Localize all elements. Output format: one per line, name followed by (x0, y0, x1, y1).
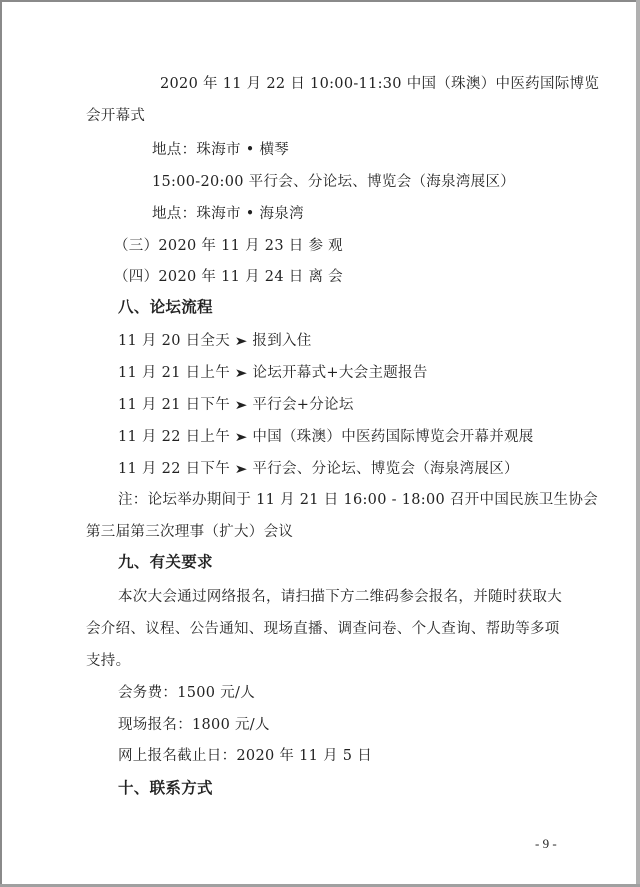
registration-deadline: 网上报名截止日：2020 年 11 月 5 日 (118, 748, 373, 764)
flow-item (118, 363, 428, 383)
requirements-line-3: 支持。 (86, 653, 131, 669)
section-8-heading: 八、论坛流程 (118, 298, 213, 316)
flow-time: 11 月 22 日上午 (118, 429, 231, 445)
schedule-item-4: （四）2020 年 11 月 24 日 离 会 (114, 269, 343, 285)
flow-event: 平行会、分论坛、博览会（海泉湾展区） (252, 461, 519, 477)
schedule-item-3: （三）2020 年 11 月 23 日 参 观 (114, 238, 343, 254)
note-line-2: 第三届第三次理事（扩大）会议 (86, 524, 294, 540)
arrow-icon: ➤ (234, 462, 248, 476)
flow-event: 平行会+分论坛 (252, 397, 354, 413)
afternoon-schedule: 15:00-20:00 平行会、分论坛、博览会（海泉湾展区） (152, 174, 516, 190)
opening-line-2: 会开幕式 (86, 108, 146, 124)
location-hengqin: 地点：珠海市 • 横琴 (152, 142, 290, 158)
section-9-heading: 九、有关要求 (118, 553, 213, 571)
arrow-icon: ➤ (234, 430, 248, 444)
arrow-icon: ➤ (234, 398, 248, 412)
flow-item (118, 395, 354, 415)
arrow-icon: ➤ (234, 366, 248, 380)
arrow-icon: ➤ (234, 334, 248, 348)
onsite-registration-fee: 现场报名：1800 元/人 (118, 717, 270, 733)
page-border-left (0, 0, 2, 887)
flow-item (118, 331, 312, 351)
section-10-heading: 十、联系方式 (118, 779, 213, 797)
page-border-right (636, 0, 640, 887)
flow-time: 11 月 21 日上午 (118, 365, 231, 381)
requirements-line-1: 本次大会通过网络报名，请扫描下方二维码参会报名，并随时获取大 (118, 589, 562, 605)
flow-time: 11 月 22 日下午 (118, 461, 231, 477)
flow-item (118, 459, 519, 479)
requirements-line-2: 会介绍、议程、公告通知、现场直播、调查问卷、个人查询、帮助等多项 (86, 621, 560, 637)
flow-event: 中国（珠澳）中医药国际博览会开幕并观展 (252, 429, 534, 445)
opening-line-1: 2020 年 11 月 22 日 10:00-11:30 中国（珠澳）中医药国际博览 (160, 76, 600, 92)
flow-event: 报到入住 (252, 333, 312, 349)
page-number: - 9 - (535, 836, 557, 851)
location-haiquanwan: 地点：珠海市 • 海泉湾 (152, 206, 304, 222)
flow-time: 11 月 21 日下午 (118, 397, 231, 413)
flow-event: 论坛开幕式+大会主题报告 (252, 365, 428, 381)
registration-fee: 会务费：1500 元/人 (118, 685, 255, 701)
flow-time: 11 月 20 日全天 (118, 333, 231, 349)
note-line-1: 注：论坛举办期间于 11 月 21 日 16:00 - 18:00 召开中国民族卫生协会 (118, 492, 598, 508)
flow-item (118, 427, 534, 447)
page-border-top (0, 0, 640, 2)
